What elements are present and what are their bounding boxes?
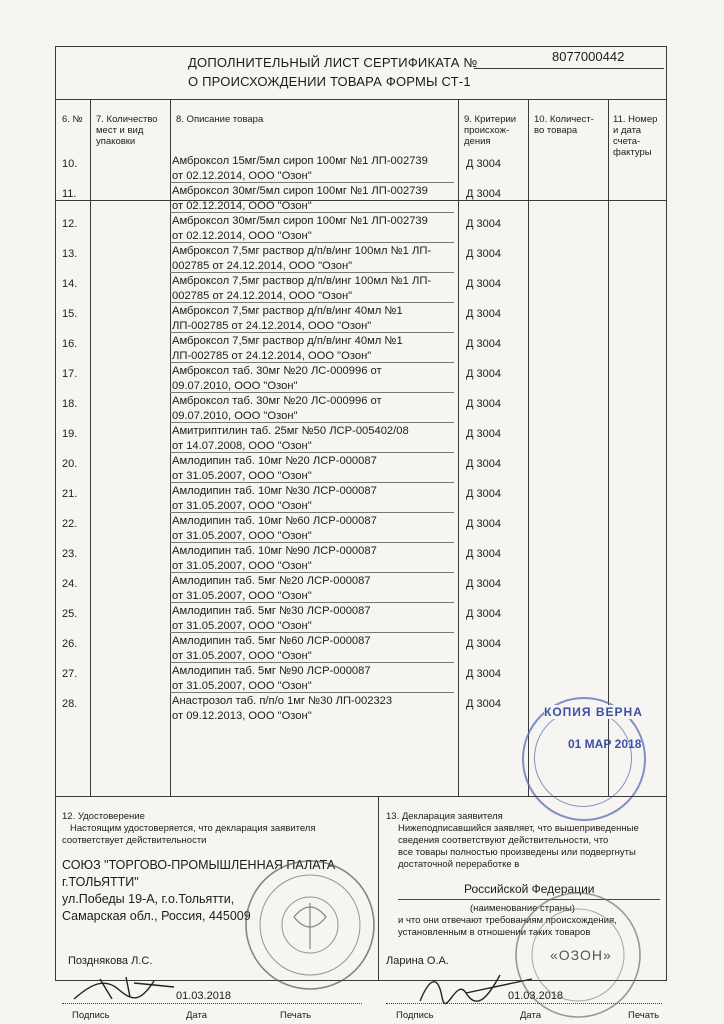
- declaration-label-date: Дата: [520, 1010, 542, 1021]
- table-row: [56, 183, 666, 213]
- row-number: 27.: [62, 668, 78, 680]
- table-row: [56, 513, 666, 543]
- certification-sign-line: [62, 1003, 362, 1004]
- table-row: [56, 333, 666, 363]
- row-description: Амброксол 7,5мг раствор д/п/в/инг 40мл №1 ЛП-002785 от 24.12.2014, ООО "Озон": [172, 305, 403, 332]
- row-criteria: Д 3004: [466, 608, 501, 620]
- row-criteria: Д 3004: [466, 398, 501, 410]
- row-number: 17.: [62, 368, 78, 380]
- chamber-signature: [70, 967, 180, 1007]
- table-row: [56, 573, 666, 603]
- row-description: Амброксол таб. 30мг №20 ЛС-000996 от 09.07.2010, ООО "Озон": [172, 395, 382, 422]
- column-header-packages: 7. Количество мест и вид упаковки: [96, 114, 158, 147]
- copy-stamp-date: 01 МАР 2018: [568, 737, 642, 751]
- certification-text-1: Настоящим удостоверяется, что декларация заявителя: [70, 823, 316, 834]
- row-criteria: Д 3004: [466, 248, 501, 260]
- row-description: Амлодипин таб. 10мг №30 ЛСР-000087 от 31.05.2007, ООО "Озон": [172, 485, 377, 512]
- declaration-text-5: и что они отвечают требованиям происхождения,: [398, 915, 617, 926]
- declaration-text-4: достаточной переработке в: [398, 859, 520, 870]
- row-criteria: Д 3004: [466, 158, 501, 170]
- chamber-address-2: Самарская обл., Россия, 445009: [62, 909, 251, 923]
- copy-stamp-label: КОПИЯ ВЕРНА: [544, 705, 643, 719]
- row-criteria: Д 3004: [466, 428, 501, 440]
- row-criteria: Д 3004: [466, 368, 501, 380]
- certification-label-sign: Подпись: [72, 1010, 110, 1021]
- certificate-header: [56, 47, 666, 100]
- column-header-description: 8. Описание товара: [176, 114, 264, 125]
- row-number: 19.: [62, 428, 78, 440]
- declaration-label-sign: Подпись: [396, 1010, 434, 1021]
- row-number: 24.: [62, 578, 78, 590]
- certification-label-date: Дата: [186, 1010, 208, 1021]
- table-row: [56, 363, 666, 393]
- chamber-name-1: СОЮЗ "ТОРГОВО-ПРОМЫШЛЕННАЯ ПАЛАТА: [62, 858, 336, 872]
- row-criteria: Д 3004: [466, 218, 501, 230]
- declaration-text-6: установленным в отношении таких товаров: [398, 927, 591, 938]
- column-header-number: 6. №: [62, 114, 83, 125]
- row-criteria: Д 3004: [466, 668, 501, 680]
- row-criteria: Д 3004: [466, 488, 501, 500]
- bottom-divider: [378, 797, 379, 981]
- title-line-1: ДОПОЛНИТЕЛЬНЫЙ ЛИСТ СЕРТИФИКАТА №: [188, 55, 478, 70]
- row-description: Амлодипин таб. 10мг №60 ЛСР-000087 от 31.05.2007, ООО "Озон": [172, 515, 377, 542]
- row-description: Амброксол 15мг/5мл сироп 100мг №1 ЛП-002739 от 02.12.2014, ООО "Озон": [172, 155, 428, 182]
- title-line-2: О ПРОИСХОЖДЕНИИ ТОВАРА ФОРМЫ СТ-1: [188, 74, 471, 89]
- certification-text-2: соответствует действительности: [62, 835, 207, 846]
- table-row: [56, 273, 666, 303]
- certificate-number: 8077000442: [552, 49, 625, 64]
- row-criteria: Д 3004: [466, 278, 501, 290]
- row-number: 11.: [62, 188, 77, 200]
- row-description: Амлодипин таб. 10мг №90 ЛСР-000087 от 31.05.2007, ООО "Озон": [172, 545, 377, 572]
- row-description: Амброксол 7,5мг раствор д/п/в/инг 100мл №1 ЛП- 002785 от 24.12.2014, ООО "Озон": [172, 245, 432, 272]
- column-header-invoice: 11. Номер и дата счета- фактуры: [613, 114, 658, 158]
- row-description: Анастрозол таб. п/п/о 1мг №30 ЛП-002323 от 09.12.2013, ООО "Озон": [172, 695, 393, 722]
- certification-signer: Позднякова Л.С.: [68, 955, 153, 967]
- row-description: Амитриптилин таб. 25мг №50 ЛСР-005402/08 от 14.07.2008, ООО "Озон": [172, 425, 409, 452]
- chamber-seal-stamp: [242, 857, 378, 993]
- row-criteria: Д 3004: [466, 518, 501, 530]
- row-number: 23.: [62, 548, 78, 560]
- row-criteria: Д 3004: [466, 548, 501, 560]
- row-description: Амброксол 7,5мг раствор д/п/в/инг 100мл №1 ЛП- 002785 от 24.12.2014, ООО "Озон": [172, 275, 432, 302]
- declaration-text-1: Нижеподписавшийся заявляет, что вышеприведенные: [398, 823, 639, 834]
- column-header-origin-criteria: 9. Критерии происхож- дения: [464, 114, 517, 147]
- row-number: 26.: [62, 638, 78, 650]
- row-number: 14.: [62, 278, 78, 290]
- row-number: 12.: [62, 218, 78, 230]
- row-description: Амлодипин таб. 5мг №20 ЛСР-000087 от 31.05.2007, ООО "Озон": [172, 575, 371, 602]
- row-description: Амброксол 7,5мг раствор д/п/в/инг 40мл №1 ЛП-002785 от 24.12.2014, ООО "Озон": [172, 335, 403, 362]
- row-criteria: Д 3004: [466, 578, 501, 590]
- row-description: Амлодипин таб. 10мг №20 ЛСР-000087 от 31.05.2007, ООО "Озон": [172, 455, 377, 482]
- row-criteria: Д 3004: [466, 458, 501, 470]
- certification-heading: 12. Удостоверение: [62, 811, 145, 822]
- table-row: [56, 423, 666, 453]
- table-row: [56, 603, 666, 633]
- table-row: [56, 543, 666, 573]
- chamber-name-2: г.ТОЛЬЯТТИ": [62, 875, 139, 889]
- row-number: 18.: [62, 398, 78, 410]
- declaration-heading: 13. Декларация заявителя: [386, 811, 503, 822]
- table-row: [56, 393, 666, 423]
- declaration-country: Российской Федерации: [464, 882, 595, 896]
- declaration-signer: Ларина О.А.: [386, 955, 449, 967]
- row-number: 16.: [62, 338, 78, 350]
- chamber-address-1: ул.Победы 19-А, г.о.Тольятти,: [62, 892, 235, 906]
- table-row: [56, 633, 666, 663]
- row-criteria: Д 3004: [466, 698, 501, 710]
- table-row: [56, 243, 666, 273]
- ozon-stamp-text: «ОЗОН»: [550, 947, 612, 963]
- declaration-text-3: все товары полностью произведены или подвергнуты: [398, 847, 636, 858]
- country-caption: (наименование страны): [470, 903, 575, 914]
- row-number: 28.: [62, 698, 78, 710]
- row-number: 21.: [62, 488, 78, 500]
- row-criteria: Д 3004: [466, 188, 501, 200]
- row-number: 13.: [62, 248, 78, 260]
- row-criteria: Д 3004: [466, 308, 501, 320]
- column-header-quantity: 10. Количест- во товара: [534, 114, 594, 136]
- table-row: [56, 303, 666, 333]
- row-description: Амлодипин таб. 5мг №30 ЛСР-000087 от 31.05.2007, ООО "Озон": [172, 605, 371, 632]
- row-number: 10.: [62, 158, 78, 170]
- row-description: Амлодипин таб. 5мг №90 ЛСР-000087 от 31.05.2007, ООО "Озон": [172, 665, 371, 692]
- row-description: Амброксол 30мг/5мл сироп 100мг №1 ЛП-002739 от 02.12.2014, ООО "Озон": [172, 185, 428, 212]
- declaration-date: 01.03.2018: [508, 990, 564, 1002]
- row-description: Амброксол 30мг/5мл сироп 100мг №1 ЛП-002739 от 02.12.2014, ООО "Озон": [172, 215, 428, 242]
- table-row: [56, 483, 666, 513]
- bottom-section: [56, 796, 666, 1021]
- row-number: 15.: [62, 308, 78, 320]
- table-row: [56, 663, 666, 693]
- row-description: Амлодипин таб. 5мг №60 ЛСР-000087 от 31.05.2007, ООО "Озон": [172, 635, 371, 662]
- row-number: 20.: [62, 458, 78, 470]
- table-row: [56, 213, 666, 243]
- declaration-label-stamp: Печать: [628, 1010, 660, 1021]
- table-row: [56, 453, 666, 483]
- row-number: 25.: [62, 608, 78, 620]
- declaration-text-2: сведения соответствуют действительности, что: [398, 835, 609, 846]
- certification-date: 01.03.2018: [176, 990, 232, 1002]
- certificate-number-underline: [474, 68, 664, 69]
- certification-label-stamp: Печать: [280, 1010, 312, 1021]
- row-criteria: Д 3004: [466, 338, 501, 350]
- certificate-sheet: [55, 46, 667, 1021]
- row-number: 22.: [62, 518, 78, 530]
- row-description: Амброксол таб. 30мг №20 ЛС-000996 от 09.07.2010, ООО "Озон": [172, 365, 382, 392]
- row-criteria: Д 3004: [466, 638, 501, 650]
- table-row: [56, 153, 666, 183]
